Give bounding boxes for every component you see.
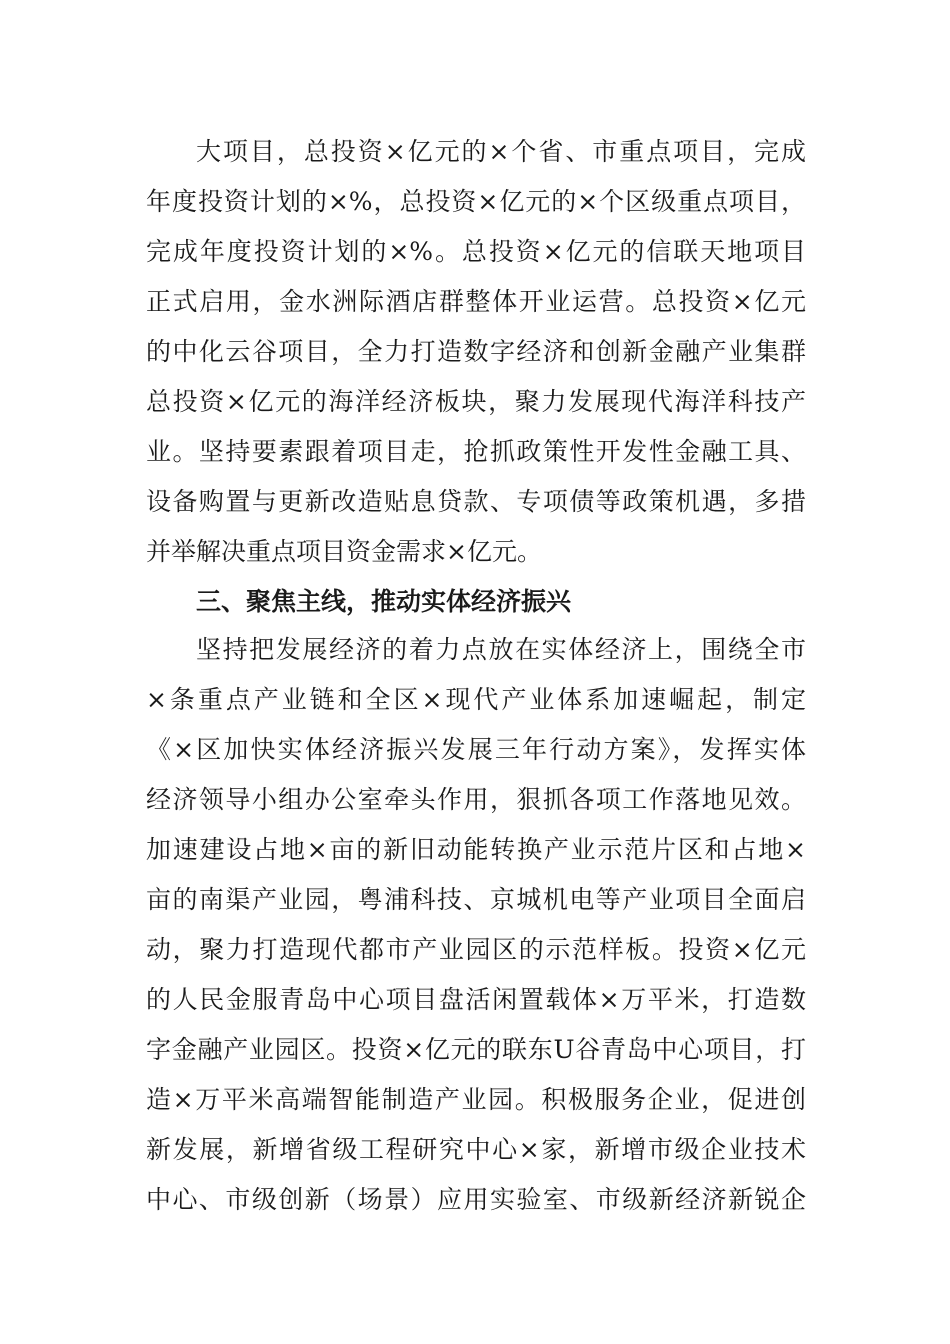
text-line: 动，聚力打造现代都市产业园区的示范样板。投资×亿元 [146, 935, 806, 964]
text-line: 设备购置与更新改造贴息贷款、专项债等政策机遇，多措 [146, 487, 806, 516]
text-line: 《×区加快实体经济振兴发展三年行动方案》，发挥实体 [146, 735, 806, 764]
text-line: 的人民金服青岛中心项目盘活闲置载体×万平米，打造数 [146, 985, 806, 1014]
text-line: 中心、市级创新（场景）应用实验室、市级新经济新锐企 [146, 1185, 806, 1214]
text-line: ×条重点产业链和全区×现代产业体系加速崛起，制定 [146, 685, 806, 714]
section-heading: 三、聚焦主线，推动实体经济振兴 [196, 587, 572, 616]
text-line: 年度投资计划的×%，总投资×亿元的×个区级重点项目， [146, 187, 806, 216]
text-line: 新发展，新增省级工程研究中心×家，新增市级企业技术 [146, 1135, 806, 1164]
text-line: 加速建设占地×亩的新旧动能转换产业示范片区和占地× [146, 835, 806, 864]
text-line: 并举解决重点项目资金需求×亿元。 [146, 537, 542, 566]
text-line: 经济领导小组办公室牵头作用，狠抓各项工作落地见效。 [146, 785, 806, 814]
text-line: 大项目，总投资×亿元的×个省、市重点项目，完成 [196, 137, 806, 166]
text-line: 造×万平米高端智能制造产业园。积极服务企业，促进创 [146, 1085, 806, 1114]
text-line: 总投资×亿元的海洋经济板块，聚力发展现代海洋科技产 [146, 387, 806, 416]
text-line: 字金融产业园区。投资×亿元的联东U谷青岛中心项目，打 [146, 1035, 806, 1064]
text-line: 业。坚持要素跟着项目走，抢抓政策性开发性金融工具、 [146, 437, 806, 466]
text-line: 的中化云谷项目，全力打造数字经济和创新金融产业集群 [146, 337, 806, 366]
text-line: 正式启用，金水洲际酒店群整体开业运营。总投资×亿元 [146, 287, 806, 316]
text-line: 亩的南渠产业园，粤浦科技、京城机电等产业项目全面启 [146, 885, 806, 914]
text-line: 坚持把发展经济的着力点放在实体经济上，围绕全市 [196, 635, 806, 664]
text-line: 完成年度投资计划的×%。总投资×亿元的信联天地项目 [146, 237, 806, 266]
